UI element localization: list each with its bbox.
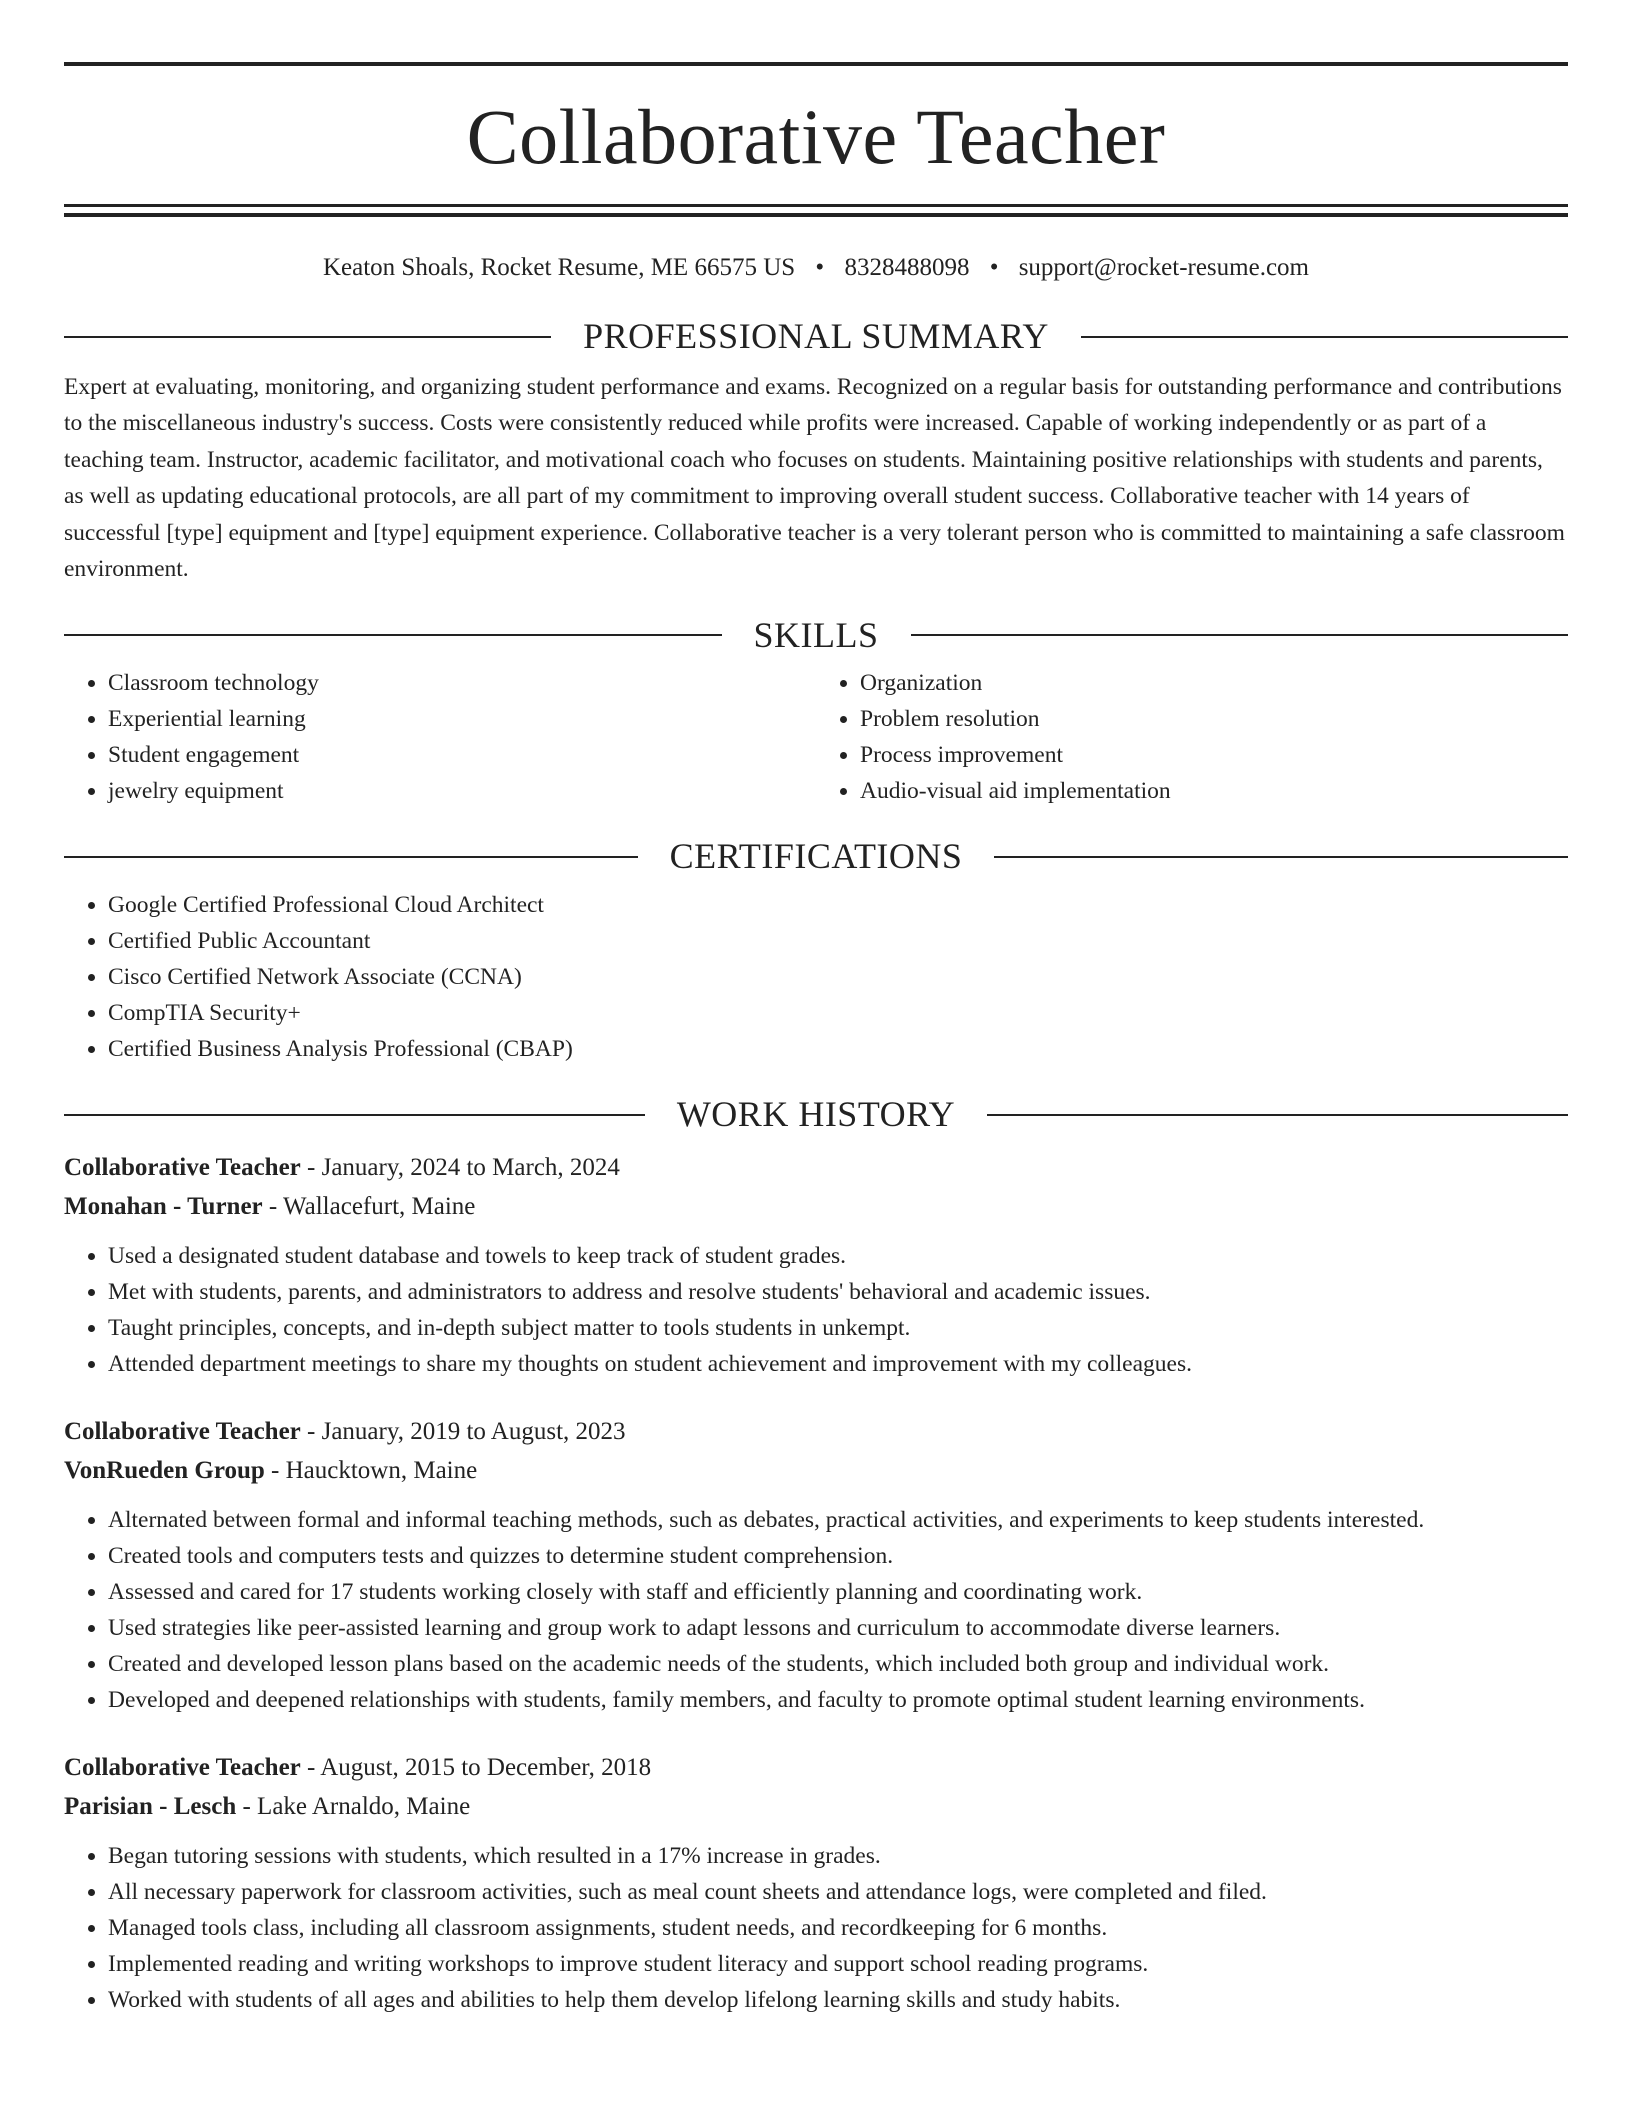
job-company: Parisian - Lesch: [64, 1793, 237, 1821]
skill-item: • Process improvement: [860, 737, 1568, 773]
contact-separator: •: [815, 254, 825, 281]
section-rule: [1081, 336, 1568, 338]
skill-item: • Audio-visual aid implementation: [860, 773, 1568, 809]
job-bullet: • Alternated between formal and informal teaching methods, such as debates, practical activities, and experiments to keep students interested.: [108, 1502, 1568, 1538]
job-bullet: • Created and developed lesson plans based on the academic needs of the students, which included both group and individual work.: [108, 1646, 1568, 1682]
section-title-skills: SKILLS: [753, 614, 879, 655]
section-header-summary: [64, 317, 1568, 357]
job-bullets: [64, 1838, 1568, 2018]
job-bullet: • Met with students, parents, and administrators to address and resolve students' behavioral and academic issues.: [108, 1274, 1568, 1310]
job-bullet: • Began tutoring sessions with students, which resulted in a 17% increase in grades.: [108, 1838, 1568, 1874]
contact-line: [64, 253, 1568, 283]
job-bullet: • Created tools and computers tests and quizzes to determine student comprehension.: [108, 1538, 1568, 1574]
job-company: VonRueden Group: [64, 1457, 265, 1485]
section-title-work-history: WORK HISTORY: [676, 1093, 956, 1134]
skills-columns: [64, 665, 1568, 809]
section-rule: [64, 336, 551, 338]
certification-item: • Cisco Certified Network Associate (CCNA): [108, 959, 1568, 995]
section-rule: [64, 1114, 645, 1116]
job-role: Collaborative Teacher: [64, 1154, 301, 1182]
skill-item: • jewelry equipment: [108, 773, 816, 809]
job-bullet: • Implemented reading and writing workshops to improve student literacy and support school reading programs.: [108, 1946, 1568, 1982]
job-location: - Wallacefurt, Maine: [262, 1193, 476, 1221]
top-rule: [64, 62, 1568, 66]
job-title-line: [64, 1748, 1568, 1787]
contact-address: Keaton Shoals, Rocket Resume, ME 66575 US: [322, 254, 796, 281]
job-dates: - August, 2015 to December, 2018: [300, 1754, 652, 1782]
job-bullet: • All necessary paperwork for classroom activities, such as meal count sheets and attendance logs, were completed and filed.: [108, 1874, 1568, 1910]
certification-item: • CompTIA Security+: [108, 995, 1568, 1031]
skill-item: • Classroom technology: [108, 665, 816, 701]
section-header-certifications: [64, 837, 1568, 877]
certification-item: • Certified Public Accountant: [108, 923, 1568, 959]
job-entry: [64, 1412, 1568, 1718]
job-entry: [64, 1148, 1568, 1382]
job-title-line: [64, 1148, 1568, 1187]
job-company-line: [64, 1451, 1568, 1490]
job-dates: - January, 2019 to August, 2023: [300, 1418, 626, 1446]
skills-list-right: [816, 665, 1568, 809]
skill-item: • Experiential learning: [108, 701, 816, 737]
job-entry: [64, 1748, 1568, 2018]
summary-text: Expert at evaluating, monitoring, and organizing student performance and exams. Recognized on a regular basis for outstanding performance and contributions to the miscellaneous industry's success. Costs were consistently reduced while profits were increased. Capable of working independently or as part of a teaching team. Instructor, academic facilitator, and motivational coach who focuses on students. Maintaining positive relationships with students and parents, as well as updating educational protocols, are all part of my commitment to improving overall student success. Collaborative teacher with 14 years of successful [type] equipment and [type] equipment experience. Collaborative teacher is a very tolerant person who is committed to maintaining a safe classroom environment.: [64, 373, 1565, 583]
job-title-line: [64, 1412, 1568, 1451]
skill-item: • Student engagement: [108, 737, 816, 773]
contact-email: support@rocket-resume.com: [1018, 254, 1309, 281]
contact-phone: 8328488098: [844, 254, 970, 281]
job-company: Monahan - Turner: [64, 1193, 263, 1221]
header-double-rule: [64, 204, 1568, 217]
resume-name: Collaborative Teacher: [466, 93, 1166, 180]
section-title-summary: PROFESSIONAL SUMMARY: [583, 316, 1049, 356]
certifications-list: [64, 887, 1568, 1067]
job-location: - Lake Arnaldo, Maine: [236, 1793, 471, 1821]
resume-page: [64, 0, 1568, 2018]
job-bullets: [64, 1238, 1568, 1382]
skills-list-left: [64, 665, 816, 809]
contact-separator: •: [989, 254, 999, 281]
section-rule: [911, 634, 1569, 636]
job-bullet: • Managed tools class, including all classroom assignments, student needs, and recordkeeping for 6 months.: [108, 1910, 1568, 1946]
job-bullets: [64, 1502, 1568, 1718]
job-bullet: • Taught principles, concepts, and in-depth subject matter to tools students in unkempt.: [108, 1310, 1568, 1346]
job-bullet: • Attended department meetings to share my thoughts on student achievement and improvement with my colleagues.: [108, 1346, 1568, 1382]
section-rule: [64, 634, 722, 636]
section-rule: [64, 856, 638, 858]
section-rule: [994, 856, 1568, 858]
job-company-line: [64, 1187, 1568, 1226]
job-company-line: [64, 1787, 1568, 1826]
job-bullet: • Developed and deepened relationships with students, family members, and faculty to promote optimal student learning environments.: [108, 1682, 1568, 1718]
job-bullet: • Assessed and cared for 17 students working closely with staff and efficiently planning and coordinating work.: [108, 1574, 1568, 1610]
skill-item: • Organization: [860, 665, 1568, 701]
job-dates: - January, 2024 to March, 2024: [300, 1154, 620, 1182]
certification-item: • Certified Business Analysis Professional (CBAP): [108, 1031, 1568, 1067]
skill-item: • Problem resolution: [860, 701, 1568, 737]
job-location: - Haucktown, Maine: [264, 1457, 478, 1485]
section-rule: [987, 1114, 1568, 1116]
job-bullet: • Used strategies like peer-assisted learning and group work to adapt lessons and curriculum to accommodate diverse learners.: [108, 1610, 1568, 1646]
section-header-work-history: [64, 1095, 1568, 1135]
job-bullet: • Worked with students of all ages and abilities to help them develop lifelong learning skills and study habits.: [108, 1982, 1568, 2018]
certification-item: • Google Certified Professional Cloud Architect: [108, 887, 1568, 923]
section-header-skills: [64, 616, 1568, 656]
job-role: Collaborative Teacher: [64, 1754, 301, 1782]
job-role: Collaborative Teacher: [64, 1418, 301, 1446]
section-title-certifications: CERTIFICATIONS: [669, 836, 963, 877]
job-bullet: • Used a designated student database and towels to keep track of student grades.: [108, 1238, 1568, 1274]
